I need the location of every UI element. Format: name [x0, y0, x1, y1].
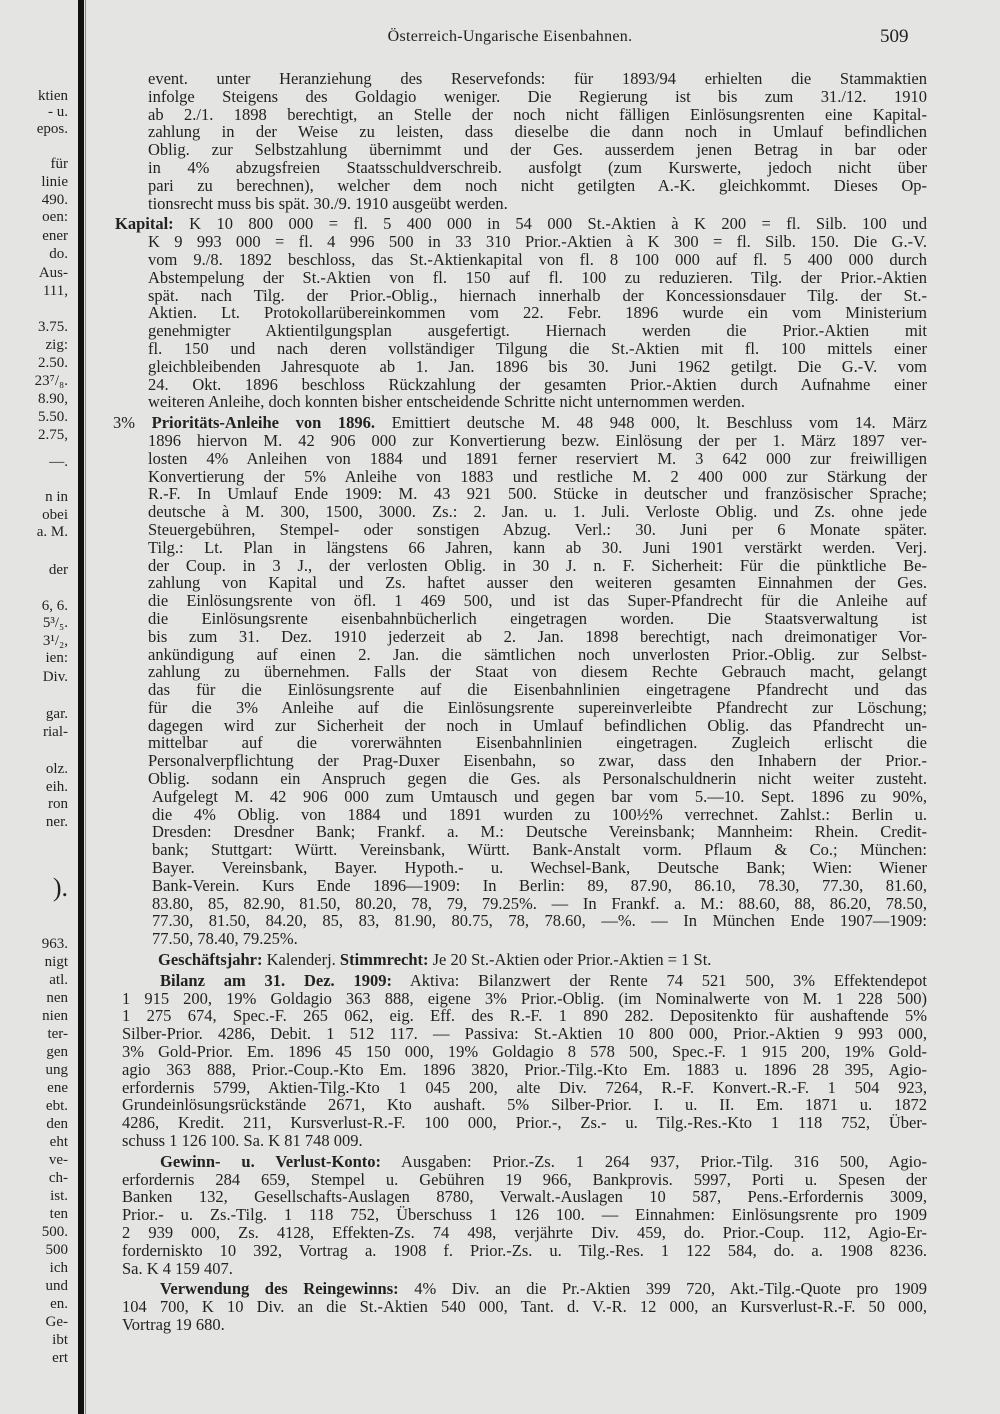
margin-fragment: eht	[49, 1134, 68, 1150]
margin-fragment: nien	[42, 1008, 68, 1024]
margin-fragment: 2.50.	[38, 355, 68, 371]
text-line	[112, 770, 927, 788]
text-line	[112, 233, 927, 251]
text-line	[112, 1061, 927, 1079]
text-line	[112, 610, 927, 628]
margin-fragment: 490.	[41, 192, 68, 208]
text-line	[112, 823, 927, 841]
text-line	[112, 503, 927, 521]
margin-fragment: 963.	[41, 936, 68, 952]
text-line	[112, 877, 927, 895]
text-line	[112, 88, 927, 106]
text-segment: event. unter Heranziehung des Reservefonds: für 1893/94 erhielten die Stammaktien	[148, 69, 927, 88]
text-line	[112, 972, 927, 990]
margin-fragment: ibt	[52, 1332, 68, 1348]
text-segment: K 9 993 000 = fl. 4 996 500 in 33 310 Prior.-Aktien à K 300 = fl. Silb. 150. Die G.-V.	[148, 232, 927, 252]
text-line	[112, 521, 927, 539]
text-line	[112, 159, 927, 177]
margin-fragment: ron	[48, 796, 68, 812]
text-line	[112, 1242, 927, 1260]
margin-fragment: 500	[45, 1242, 68, 1258]
running-header-title: Österreich-Ungarische Eisenbahnen.	[387, 28, 633, 45]
text-line	[112, 1153, 927, 1171]
text-segment: 4% Div. an die Pr.-Aktien 399 720, Akt.-Tilg.-Quote pro 1909	[398, 1279, 927, 1299]
text-segment: der Coup. in 3 J., der verlosten Oblig. in 30 J. n. F. Sicherheit: Für die pünktliche Be-	[148, 555, 927, 575]
margin-fragment: Aus-	[38, 265, 68, 281]
text-segment: Je 20 St.-Aktien oder Prior.-Aktien = 1 St.	[428, 950, 712, 970]
margin-fragment: ung	[45, 1062, 68, 1078]
margin-fragment: ebt.	[45, 1098, 68, 1114]
text-segment: zahlung zu übernehmen. Falls der Staat von diesem Rechte Gebrauch macht, gelangt	[148, 662, 927, 682]
text-segment: die 4% Oblig. von 1884 und 1891 wurden zu 100½% verrechnet. Zahlst.: Berlin u.	[152, 804, 927, 824]
text-line	[112, 322, 927, 340]
text-line	[112, 895, 927, 913]
text-segment: in 4% abzugsfreien Staatsschuldverschreib. ausfolgt (zum Kurswerte, jedoch nicht über	[148, 157, 927, 177]
margin-fragment: atl.	[49, 972, 68, 988]
margin-fragment: rial-	[43, 724, 68, 740]
text-line	[112, 287, 927, 305]
previous-page-margin-fragments	[0, 0, 68, 1414]
margin-fragment: ene	[47, 1080, 68, 1096]
text-segment: spät. nach Tilg. der Prior.-Oblig., hiernach innerhalb der Koncessionsdauer Tilg. der St.-	[148, 285, 927, 305]
text-segment: mittelbar auf die vorerwähnten Eisenbahnlinien eingetragen. Zugleich erlischt die	[148, 733, 927, 753]
text-segment: 24. Okt. 1896 beschloss Rückzahlung der gesamten Prior.-Aktien durch Aufnahme einer	[148, 374, 927, 394]
text-line	[112, 752, 927, 770]
text-segment: forderniskto 10 392, Vortrag a. 1908 f. Prior.-Zs. u. Tilg.-Res. 1 122 584, do. a. 1908 8236.	[122, 1240, 927, 1260]
text-segment: Emittiert deutsche M. 48 948 000, lt. Beschluss vom 14. März	[375, 413, 927, 433]
text-line	[112, 1206, 927, 1224]
margin-fragment: —.	[49, 454, 68, 470]
text-line	[112, 485, 927, 503]
section-label: Gewinn- u. Verlust-Konto:	[160, 1151, 382, 1171]
section-label: Verwendung des Reingewinns:	[160, 1279, 399, 1299]
text-line	[112, 251, 927, 269]
margin-fragment: ch-	[48, 1170, 68, 1186]
text-segment: 2 939 000, Zs. 4128, Effekten-Zs. 74 498, verjährte Div. 459, do. Prior.-Coup. 112, Agio-Er-	[122, 1223, 927, 1242]
margin-fragment: nigt	[44, 954, 68, 970]
margin-fragment: nen	[46, 990, 68, 1006]
margin-fragment: ner.	[45, 814, 68, 830]
text-line	[112, 1280, 927, 1298]
section-label: Kapital:	[115, 214, 174, 234]
text-segment: die Einlösungsrente von öfl. 1 469 500, und ist das Super-Pfandrecht für die Anleihe auf	[148, 591, 927, 611]
margin-fragment: oen:	[42, 209, 68, 225]
text-line	[112, 734, 927, 752]
text-line	[112, 141, 927, 159]
text-segment: fl. 150 und nach deren vollständiger Tilgung die St.-Aktien mit fl. 100 mittels einer	[148, 338, 927, 358]
margin-fragment: 500.	[41, 1224, 68, 1240]
text-segment: 1896 hiervon M. 42 906 000 zur Konvertierung bezw. Einlösung der per 1. März 1897 ver-	[148, 430, 927, 450]
text-line	[112, 990, 927, 1008]
text-segment: bank; Stuttgart: Württ. Vereinsbank, Württ. Bank-Anstalt vorm. Pflaum & Co.; München:	[152, 840, 927, 860]
text-line	[112, 468, 927, 486]
margin-fragment: ve-	[48, 1152, 68, 1168]
margin-fragment: 3¹/₂,	[42, 633, 68, 649]
margin-fragment: linie	[41, 174, 68, 190]
text-segment: tionsrecht muss bis spät. 30./9. 1910 ausgeübt werden.	[148, 193, 508, 213]
text-line	[112, 1188, 927, 1206]
text-segment: 4286, Kredit. 211, Kursverlust-R.-F. 100 000, Prior.-, Zs.- u. Tilg.-Res.-Kto 1 118 752, Über-	[122, 1113, 927, 1133]
text-line	[112, 859, 927, 877]
text-line	[112, 557, 927, 575]
text-segment: Steuergebühren, Stempel- oder sonstigen Abzug. Verl.: 30. Juni per 6 Monate später.	[148, 519, 927, 539]
text-segment: Bayer. Vereinsbank, Bayer. Hypoth.- u. Wechsel-Bank, Deutsche Bank; Wien: Wiener	[152, 858, 927, 878]
text-segment: weiteren Anleihe, doch konnten bisher entscheidende Schritte nicht unternommen werden.	[148, 392, 746, 412]
margin-fragment: a. M.	[36, 524, 68, 540]
text-segment: gleichbleibenden Jahresquote ab 1. Jan. 1896 bis 30. Juni 1962 getilgt. Die G.-V. vom	[148, 356, 927, 376]
text-segment: Abstempelung der St.-Aktien von fl. 150 auf fl. 100 zu reduzieren. Tilg. der Prior.-Aktien	[148, 267, 927, 287]
text-line	[112, 376, 927, 394]
text-segment: deutsche à M. 300, 1500, 3000. Zs.: 2. Jan. u. 1. Juli. Verloste Oblig. und Zs. ohne jede	[148, 502, 927, 522]
margin-fragment: eih.	[45, 779, 68, 795]
margin-fragment: den	[46, 1116, 68, 1132]
text-line	[112, 1043, 927, 1061]
text-segment: Kalenderj.	[262, 950, 340, 970]
margin-fragment: ich	[49, 1260, 68, 1276]
margin-fragment: ten	[49, 1206, 68, 1222]
text-segment: 1 275 674, Spec.-F. 265 062, eig. Eff. des R.-F. 1 890 282. Depositenkto für aushaftende 5%	[122, 1006, 927, 1026]
text-segment: bis zum 31. Dez. 1910 jederzeit ab 2. Jan. 1898 berechtigt, nach dreimonatiger Vor-	[148, 626, 927, 646]
text-segment: vom 9./8. 1892 beschloss, das St.-Aktienkapital von fl. 8 100 000 auf fl. 5 400 000 durch	[148, 249, 927, 269]
text-line	[112, 1007, 927, 1025]
text-segment: 3% Gold-Prior. Em. 1896 45 150 000, 19% Goldagio 8 578 500, Spec.-F. 1 915 200, 19% Gold-	[122, 1042, 927, 1062]
margin-fragment: - u.	[48, 104, 68, 120]
margin-fragment: ert	[52, 1350, 68, 1366]
margin-fragment: 8.90,	[38, 391, 68, 407]
page-gutter-line	[78, 0, 84, 1414]
margin-fragment: der	[48, 562, 68, 578]
margin-fragment: zig:	[45, 337, 68, 353]
text-line	[112, 788, 927, 806]
margin-fragment: gen	[46, 1044, 68, 1060]
text-line	[112, 1025, 927, 1043]
text-segment: ankündigung auf einen 2. Jan. die sämtlichen noch unverlosten Prior.-Oblig. zur Selbst-	[148, 644, 927, 664]
text-segment: Prior.- u. Zs.-Tilg. 1 118 752, Überschuss 1 126 100. — Einnahmen: Einlösungsrente pro 1909	[122, 1205, 927, 1225]
text-segment: Grundeinlösungsrückstände 2671, Kto aushaft. 5% Silber-Prior. I. u. II. Em. 1871 u. 1872	[122, 1095, 927, 1115]
text-segment: Aktiva: Bilanzwert der Rente 74 521 500, 3% Effektendepot	[391, 970, 927, 990]
text-line	[112, 358, 927, 376]
text-line	[112, 574, 927, 592]
margin-fragment: do.	[49, 246, 68, 262]
text-line	[112, 195, 927, 213]
text-segment: Oblig. zur Selbstzahlung übernimmt und der Ges. ausserdem jenen Betrag in bar oder	[148, 140, 927, 160]
text-segment: R.-F. In Umlauf Ende 1909: M. 43 921 500. Stücke in deutscher und französischer Sprache;	[148, 484, 927, 504]
margin-fragment: ).	[52, 873, 68, 902]
text-line	[112, 177, 927, 195]
text-segment: Konvertierung der 5% Anleihe von 1883 und restliche M. 2 400 000 zur Stärkung der	[148, 466, 927, 486]
page-number: 509	[880, 26, 909, 47]
margin-fragment: olz.	[45, 761, 68, 777]
text-segment: agio 363 888, Prior.-Coup.-Kto Em. 1896 3820, Prior.-Tilg.-Kto Em. 1883 u. 1896 28 395, Agio-	[122, 1059, 927, 1079]
text-segment: für die 3% Anleihe auf die Einlösungsrente supereinverleibte Pfandrecht zur Löschung;	[148, 697, 927, 717]
text-line	[112, 951, 927, 969]
text-line	[112, 340, 927, 358]
text-line	[112, 1079, 927, 1097]
margin-fragment: für	[50, 156, 68, 172]
text-line	[112, 304, 927, 322]
text-segment: Vortrag 19 680.	[122, 1314, 225, 1334]
margin-fragment: ter-	[47, 1026, 68, 1042]
text-segment: genehmigter Aktientilgungsplan ausgefertigt. Hiernach werden die Prior.-Aktien mit	[148, 321, 927, 341]
text-line	[112, 1224, 927, 1242]
section-label: Prioritäts-Anleihe von 1896.	[151, 413, 375, 433]
text-line	[112, 806, 927, 824]
text-segment: ab 2./1. 1898 berechtigt, an Stelle der noch nicht fälligen Einlösungsrenten eine Kapital-	[148, 104, 927, 124]
text-line	[112, 699, 927, 717]
text-line	[112, 450, 927, 468]
text-line	[112, 930, 927, 948]
text-segment: schuss 1 126 100. Sa. K 81 748 009.	[122, 1131, 363, 1151]
text-line	[112, 1114, 927, 1132]
margin-fragment: 111,	[42, 283, 68, 299]
margin-fragment: Div.	[42, 669, 68, 685]
text-segment: pari zu berechnen), welcher dem noch nicht getilgten A.-K. gleichkommt. Dieses Op-	[148, 175, 927, 195]
margin-fragment: n in	[45, 489, 68, 505]
margin-fragment: 6, 6.	[41, 598, 68, 614]
margin-fragment: ener	[42, 228, 68, 244]
text-segment: Personalverpflichtung der Prag-Duxer Eisenbahn, so zwar, dass den Inhabern der Prior.-	[148, 751, 927, 771]
text-segment: infolge Steigens des Goldagio weniger. Die Regierung ist bis zum 31./12. 1910	[148, 86, 927, 106]
margin-fragment: 23⁷/₈.	[34, 373, 68, 389]
margin-fragment: Ge-	[45, 1314, 68, 1330]
text-segment: 77.30, 81.50, 84.20, 85, 83, 81.90, 80.75, 78, 78.60, —%. — In München Ende 1907—1909:	[152, 911, 927, 931]
margin-fragment: obei	[42, 507, 68, 523]
margin-fragment: ist.	[50, 1188, 68, 1204]
text-line	[112, 70, 927, 88]
text-segment: Aktien. Lt. Protokollarübereinkommen vom 22. Febr. 1896 wurde ein vom Ministerium	[148, 303, 927, 323]
margin-fragment: und	[45, 1278, 68, 1294]
text-line	[112, 1171, 927, 1189]
text-segment: K 10 800 000 = fl. 5 400 000 in 54 000 St.-Aktien à K 200 = fl. Silb. 100 und	[173, 214, 927, 234]
text-line	[112, 1260, 927, 1278]
text-segment: Sa. K 4 159 407.	[122, 1258, 233, 1278]
text-segment: Oblig. sodann ein Anspruch gegen die Ges. als Personalschuldnerin nicht weiter zusteht.	[148, 769, 927, 789]
page-body-text	[112, 70, 927, 1334]
text-line	[112, 539, 927, 557]
margin-fragment: 5³/₅.	[42, 615, 68, 631]
text-line	[112, 393, 927, 411]
text-line	[112, 123, 927, 141]
text-line	[112, 269, 927, 287]
text-segment: 3%	[113, 413, 152, 433]
text-segment: Tilg.: Lt. Plan in längstens 66 Jahren, kann ab 30. Juni 1901 verstärkt werden. Verj.	[148, 537, 927, 557]
text-line	[112, 912, 927, 930]
text-line	[112, 717, 927, 735]
text-line	[112, 681, 927, 699]
text-segment: 1 915 200, 19% Goldagio 363 888, eigene 3% Prior.-Oblig. (im Nominalwerte von M. 1 228 500)	[122, 988, 927, 1008]
margin-fragment: 5.50.	[38, 409, 68, 425]
text-line	[112, 414, 927, 432]
text-segment: die Einlösungsrente eisenbahnbücherlich eingetragen worden. Die Staatsverwaltung ist	[148, 608, 927, 628]
section-label: Stimmrecht:	[339, 950, 429, 970]
text-segment: Ausgaben: Prior.-Zs. 1 264 937, Prior.-Tilg. 316 500, Agio-	[381, 1151, 928, 1171]
text-segment: zahlung in der Weise zu leisten, dass dieselbe die dann noch in Umlauf befindlichen	[148, 122, 927, 142]
text-line	[112, 1316, 927, 1334]
text-segment: 104 700, K 10 Div. an die St.-Aktien 540 000, Tant. d. V.-R. 12 000, an Kursverlust-R.-F. 50 000,	[122, 1297, 927, 1317]
text-segment: Aufgelegt M. 42 906 000 zum Umtausch und gegen bar vom 5.—10. Sept. 1896 zu 90%,	[152, 786, 927, 806]
section-label: Bilanz am 31. Dez. 1909:	[160, 970, 392, 990]
text-segment: 83.80, 85, 82.90, 81.50, 80.20, 78, 79, 79.25%. — In Frankf. a. M.: 88.60, 88, 86.20, 78.50,	[152, 893, 927, 913]
text-segment: erfordernis 284 659, Stempel u. Gebühren 19 966, Bankprovis. 5997, Porti u. Spesen der	[122, 1169, 927, 1189]
text-segment: Bank-Verein. Kurs Ende 1896—1909: In Berlin: 89, 87.90, 86.10, 78.30, 77.30, 81.60,	[152, 875, 927, 895]
section-label: Geschäftsjahr:	[158, 950, 263, 970]
text-segment: Silber-Prior. 4286, Debit. 1 512 117. — Passiva: St.-Aktien 10 800 000, Prior.-Aktien 9 993 000,	[122, 1024, 927, 1044]
text-line	[112, 628, 927, 646]
margin-fragment: 2.75,	[38, 427, 68, 443]
text-line	[112, 1298, 927, 1316]
margin-fragment: gar.	[45, 706, 68, 722]
text-line	[112, 663, 927, 681]
text-line	[112, 841, 927, 859]
margin-fragment: epos.	[36, 121, 68, 137]
text-line	[112, 1132, 927, 1150]
text-segment: 77.50, 78.40, 79.25%.	[152, 929, 298, 949]
page-gutter-shadow	[85, 0, 86, 1414]
margin-fragment: ktien	[38, 88, 68, 104]
text-segment: das für die Einlösungsrente auf die Eisenbahnlinien eingetragene Pfandrecht und das	[148, 680, 927, 700]
text-segment: erfordernis 5799, Aktien-Tilg.-Kto 1 045 200, alte Div. 7264, R.-F. Konvert.-R.-F. 1 504 923,	[122, 1077, 927, 1097]
margin-fragment: ien:	[45, 650, 68, 666]
margin-fragment: en.	[50, 1296, 68, 1312]
text-line	[112, 106, 927, 124]
text-segment: dagegen wird zur Sicherheit der noch in Umlauf befindlichen Oblig. das Pfandrecht un-	[148, 715, 927, 735]
text-line	[112, 432, 927, 450]
text-line	[112, 646, 927, 664]
text-segment: losten 4% Anleihen von 1884 und 1891 ferner reserviert M. 3 642 000 zur freiwilligen	[148, 448, 927, 468]
text-line	[112, 592, 927, 610]
text-segment: zahlung von Kapital und Zs. haftet ausser den weiteren gesamten Einnahmen der Ges.	[148, 573, 927, 593]
text-segment: Dresden: Dresdner Bank; Frankf. a. M.: Deutsche Vereinsbank; Mannheim: Rhein. Credit-	[152, 822, 927, 842]
margin-fragment: 3.75.	[38, 319, 68, 335]
text-segment: Banken 132, Gesellschafts-Auslagen 8780, Verwalt.-Auslagen 10 587, Pens.-Erfordernis 3009,	[122, 1187, 927, 1207]
text-line	[112, 215, 927, 233]
text-line	[112, 1096, 927, 1114]
